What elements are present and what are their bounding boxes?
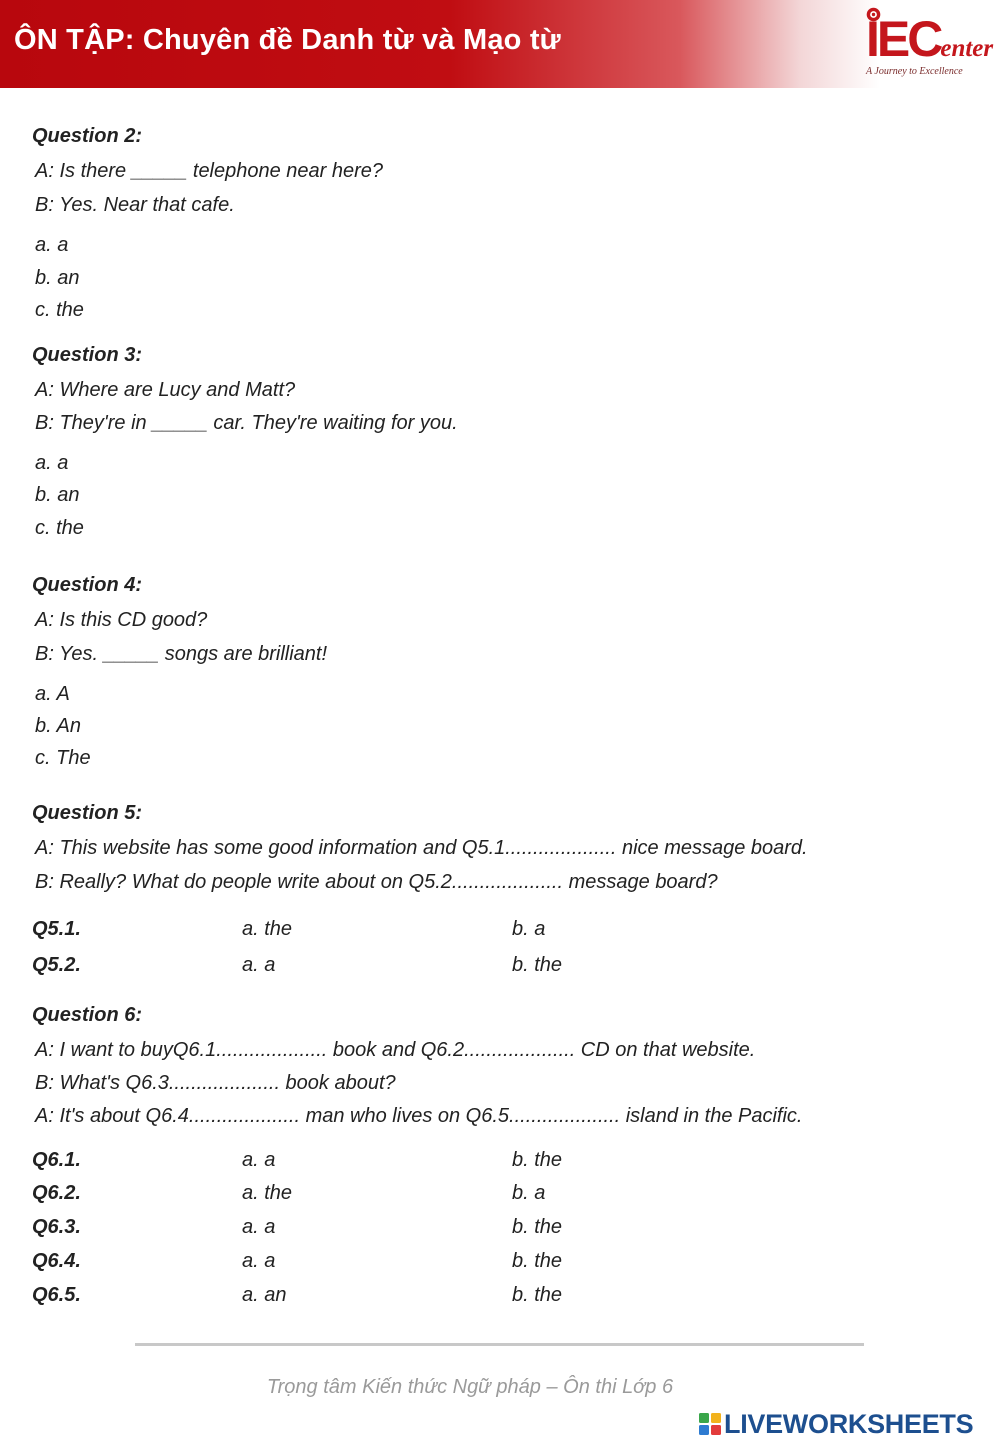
iec-logo <box>860 4 994 84</box>
page-title: ÔN TẬP: Chuyên đề Danh từ và Mạo từ <box>14 24 561 56</box>
q6-3-label: Q6.3. <box>32 1216 81 1238</box>
logo-ie: IE <box>866 11 908 67</box>
question-5-line-a: A: This website has some good information and Q5.1.................... nice message board. <box>35 837 808 859</box>
q6-5-option-a[interactable]: a. an <box>242 1284 287 1306</box>
q6-4-option-b[interactable]: b. the <box>512 1250 563 1272</box>
q6-2-label: Q6.2. <box>32 1182 81 1204</box>
question-5-title: Question 5: <box>32 802 143 824</box>
q6-1-option-b[interactable]: b. the <box>512 1149 563 1171</box>
question-2-option-b[interactable]: b. an <box>35 267 80 289</box>
question-4-title: Question 4: <box>32 574 143 596</box>
q6-5-option-b[interactable]: b. the <box>512 1284 563 1306</box>
q5-2-option-b[interactable]: b. the <box>512 954 563 976</box>
question-3-option-a[interactable]: a. a <box>35 452 69 474</box>
question-5-line-b: B: Really? What do people write about on Q5.2.................... message board? <box>35 871 718 893</box>
question-2-option-c[interactable]: c. the <box>35 299 84 321</box>
logo-tagline: A Journey to Excellence <box>866 66 963 77</box>
question-3-line-b: B: They're in _____ car. They're waiting for you. <box>35 412 458 434</box>
page-header <box>0 0 1000 88</box>
question-6-line-c: A: It's about Q6.4.................... man who lives on Q6.5.................... island in the Pacific. <box>35 1105 803 1127</box>
footer-divider <box>135 1343 864 1346</box>
liveworksheets-wordmark: LIVEWORKSHEETS <box>724 1409 974 1439</box>
question-4-option-a[interactable]: a. A <box>35 683 70 705</box>
q6-1-label: Q6.1. <box>32 1149 81 1171</box>
question-6-line-b: B: What's Q6.3.................... book about? <box>35 1072 396 1094</box>
question-2-title: Question 2: <box>32 125 143 147</box>
question-2-line-a: A: Is there _____ telephone near here? <box>35 160 384 182</box>
logo-wordmark <box>866 11 994 67</box>
q5-2-option-a[interactable]: a. a <box>242 954 276 976</box>
question-6-line-a: A: I want to buyQ6.1.................... book and Q6.2.................... CD on that website. <box>35 1039 756 1061</box>
question-4-line-a: A: Is this CD good? <box>35 609 208 631</box>
logo-enter: enter <box>940 35 994 62</box>
question-2-option-a[interactable]: a. a <box>35 234 69 256</box>
question-3-title: Question 3: <box>32 344 143 366</box>
q6-1-option-a[interactable]: a. a <box>242 1149 276 1171</box>
question-4-line-b: B: Yes. _____ songs are brilliant! <box>35 643 328 665</box>
liveworksheets-brand[interactable] <box>698 1409 994 1439</box>
q6-5-label: Q6.5. <box>32 1284 81 1306</box>
q6-2-option-a[interactable]: a. the <box>242 1182 293 1204</box>
question-2-line-b: B: Yes. Near that cafe. <box>35 194 235 216</box>
q6-4-option-a[interactable]: a. a <box>242 1250 276 1272</box>
question-4-option-b[interactable]: b. An <box>35 715 81 737</box>
question-3-option-b[interactable]: b. an <box>35 484 80 506</box>
logo-c: C <box>907 11 941 67</box>
q5-1-option-a[interactable]: a. the <box>242 918 293 940</box>
question-3-line-a: A: Where are Lucy and Matt? <box>35 379 296 401</box>
q5-2-label: Q5.2. <box>32 954 81 976</box>
question-6-title: Question 6: <box>32 1004 143 1026</box>
footer-caption: Trọng tâm Kiến thức Ngữ pháp – Ôn thi Lớp 6 <box>266 1376 674 1398</box>
q5-1-option-b[interactable]: b. a <box>512 918 546 940</box>
q6-2-option-b[interactable]: b. a <box>512 1182 546 1204</box>
q6-3-option-a[interactable]: a. a <box>242 1216 276 1238</box>
q6-4-label: Q6.4. <box>32 1250 81 1272</box>
q6-3-option-b[interactable]: b. the <box>512 1216 563 1238</box>
q5-1-label: Q5.1. <box>32 918 81 940</box>
liveworksheets-icon <box>698 1412 722 1436</box>
question-3-option-c[interactable]: c. the <box>35 517 84 539</box>
question-4-option-c[interactable]: c. The <box>35 747 91 769</box>
